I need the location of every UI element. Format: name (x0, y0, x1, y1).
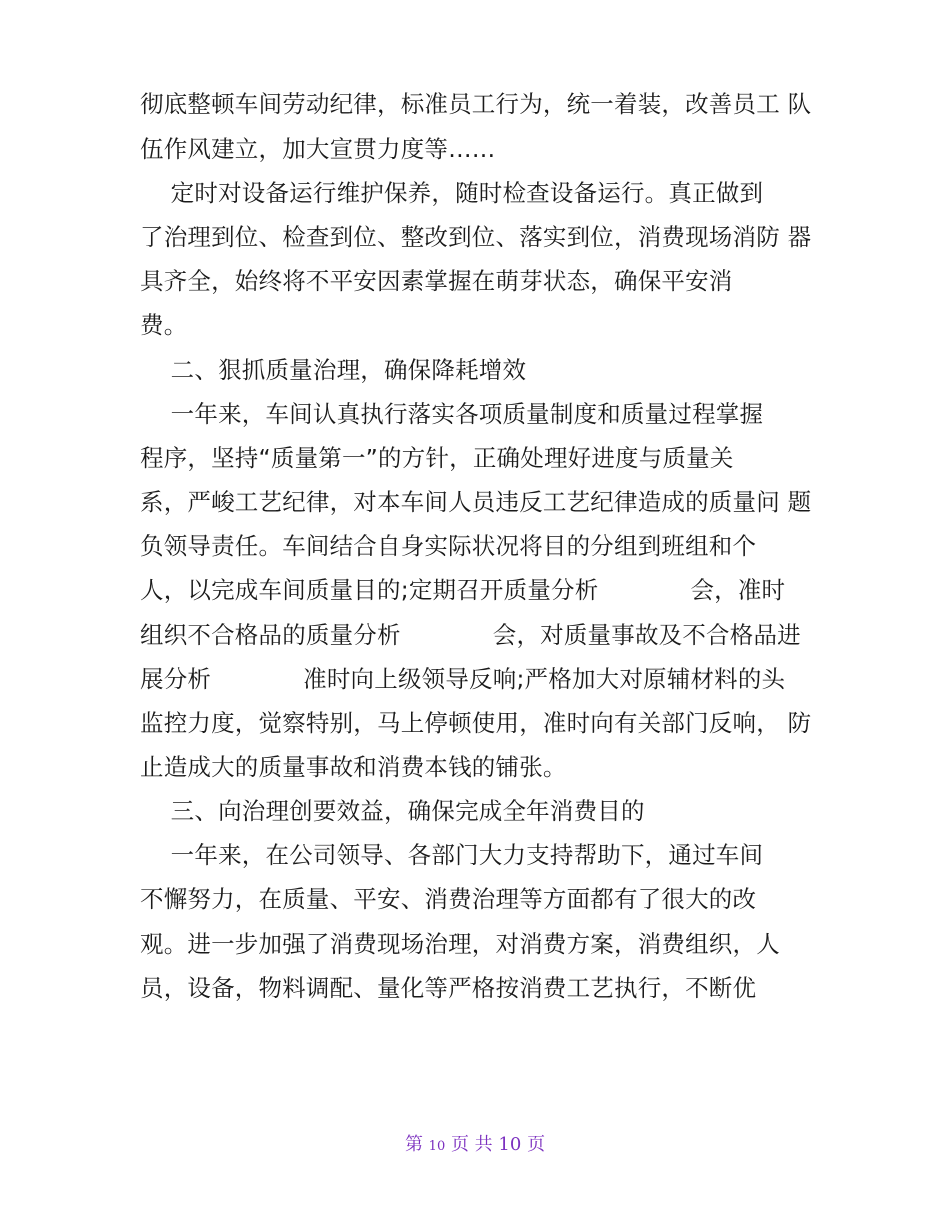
text-line: 一年来，在公司领导、各部门大力支持帮助下，通过车间 (140, 841, 764, 869)
text-line: 伍作风建立，加大宣贯力度等…… (140, 135, 496, 163)
text-line: 彻底整顿车间劳动纪律，标准员工行为，统一着装，改善员工 队 (140, 90, 812, 118)
text-line: 观。进一步加强了消费现场治理，对消费方案，消费组织，人 (140, 930, 780, 958)
text-line: 负领导责任。车间结合自身实际状况将目的分组到班组和个 (140, 532, 757, 560)
current-page-number: 10 (428, 1139, 446, 1154)
text-line: 监控力度，觉察特别，马上停顿使用，准时向有关部门反响， 防 (140, 709, 812, 737)
text-line: 组织不合格品的质量分析 会，对质量事故及不合格品进 (140, 621, 801, 649)
text-line: 人，以完成车间质量目的;定期召开质量分析 会，准时 (140, 576, 786, 604)
text-line: 员，设备，物料调配、量化等严格按消费工艺执行，不断优 (140, 974, 757, 1002)
text-line: 具齐全，始终将不平安因素掌握在萌芽状态，确保平安消 (140, 267, 733, 295)
footer-suffix: 页 (527, 1134, 546, 1155)
total-page-number: 10 (498, 1134, 522, 1155)
text-line: 系，严峻工艺纪律，对本车间人员违反工艺纪律造成的质量问 题 (140, 488, 812, 516)
text-line: 程序，坚持“质量第一”的方针，正确处理好进度与质量关 (140, 444, 734, 472)
text-line: 一年来，车间认真执行落实各项质量制度和质量过程掌握 (140, 400, 764, 428)
section-heading: 二、狠抓质量治理，确保降耗增效 (140, 356, 527, 384)
page-footer (0, 1133, 950, 1159)
text-line: 不懈努力，在质量、平安、消费治理等方面都有了很大的改 (140, 885, 757, 913)
text-line: 展分析 准时向上级领导反响;严格加大对原辅材料的头 (140, 665, 786, 693)
text-line: 定时对设备运行维护保养，随时检查设备运行。真正做到 (140, 179, 764, 207)
text-line: 止造成大的质量事故和消费本钱的铺张。 (140, 753, 567, 781)
text-line: 费。 (140, 311, 188, 339)
text-line: 了治理到位、检查到位、整改到位、落实到位，消费现场消防 器 (140, 223, 812, 251)
section-heading: 三、向治理创要效益，确保完成全年消费目的 (140, 797, 645, 825)
footer-prefix: 第 (404, 1134, 423, 1155)
footer-middle: 页 共 (450, 1134, 493, 1155)
